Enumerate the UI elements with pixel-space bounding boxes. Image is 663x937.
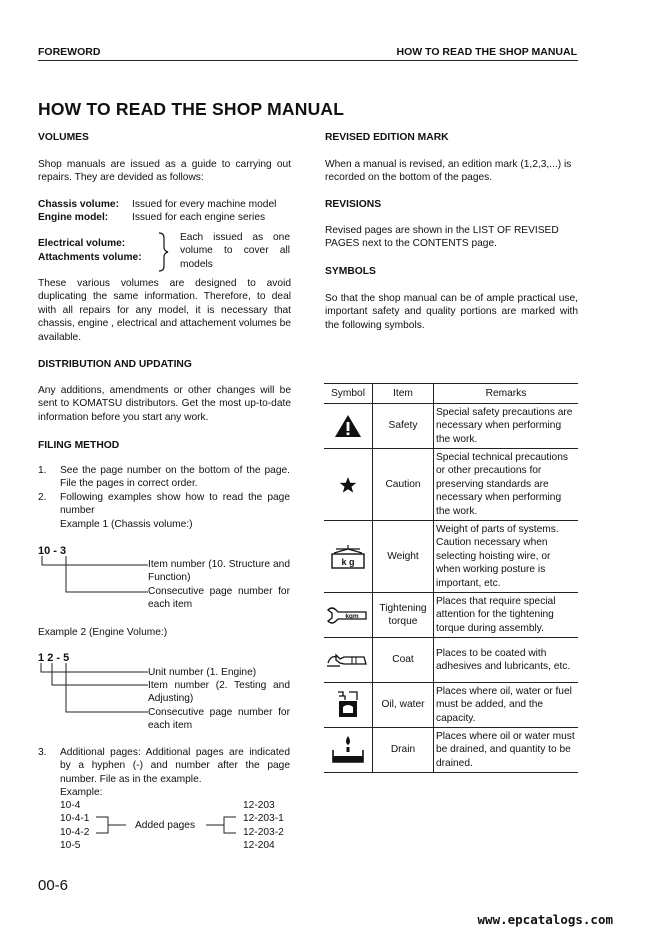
warning-triangle-icon xyxy=(334,414,362,438)
table-row xyxy=(324,638,578,683)
table-row xyxy=(324,404,578,449)
symbol-cell xyxy=(324,728,373,773)
revised-text: When a manual is revised, an edition mark (1,2,3,...) is recorded on the bottom of the pages. xyxy=(325,159,572,184)
engine-text: Issued for each engine series xyxy=(132,212,266,223)
item-cell: Drain xyxy=(373,728,434,773)
symbols-text: So that the shop manual can be of ample practical use, important safety and quality portions are marked with the following symbols. xyxy=(325,293,578,331)
filing-heading: FILING METHOD xyxy=(38,440,120,451)
item-cell: Safety xyxy=(373,404,434,449)
item-cell: Oil, water xyxy=(373,683,434,728)
item1-text: See the page number on the bottom of the page. File the pages in correct order. xyxy=(60,465,290,490)
star-icon xyxy=(339,476,357,494)
ex2-code-b: 2 xyxy=(47,652,54,664)
ex1-code-b: 3 xyxy=(60,545,67,557)
volumes-intro: Shop manuals are issued as a guide to carrying out repairs. They are devided as follows: xyxy=(38,159,291,184)
drain-drop-icon xyxy=(330,735,366,765)
item-cell: Weight xyxy=(373,521,434,593)
page-left-0: 10-4 xyxy=(60,800,81,811)
ex1-leader-lines xyxy=(38,556,150,600)
coat-tube-icon xyxy=(326,649,370,671)
pages-left-list xyxy=(60,799,89,853)
volumes-heading: VOLUMES xyxy=(38,132,89,143)
page-number: 00-6 xyxy=(38,877,69,894)
item1-number: 1. xyxy=(38,465,47,476)
revised-heading: REVISED EDITION MARK xyxy=(325,132,449,143)
table-header-row xyxy=(324,384,578,404)
example2-label: Example 2 (Engine Volume:) xyxy=(38,627,168,638)
item3-number: 3. xyxy=(38,747,47,758)
ex1-code-a: 10 xyxy=(38,545,51,557)
ex1-label-item: Item number (10. Structure and Function) xyxy=(148,559,290,584)
header-right: HOW TO READ THE SHOP MANUAL xyxy=(396,46,577,58)
page-right-3: 12-204 xyxy=(243,840,275,852)
table-row xyxy=(324,683,578,728)
symbol-cell xyxy=(324,521,373,593)
ex2-label-unit: Unit number (1. Engine) xyxy=(148,667,257,678)
table-row xyxy=(324,521,578,593)
symbols-heading: SYMBOLS xyxy=(325,266,376,277)
page-right-1: 12-203-1 xyxy=(243,813,284,825)
symbol-cell xyxy=(324,593,373,638)
page-left-1: 10-4-1 xyxy=(60,813,90,825)
torque-icon-text: kgm xyxy=(345,613,359,620)
ex2-code-c: 5 xyxy=(63,652,70,664)
item2-text: Following examples show how to read the page number xyxy=(60,492,290,517)
item-cell: Caution xyxy=(373,449,434,521)
item2-number: 2. xyxy=(38,492,47,503)
electrical-label: Electrical volume: xyxy=(38,238,126,249)
table-row xyxy=(324,449,578,521)
symbol-cell xyxy=(324,404,373,449)
ex2-dash: - xyxy=(53,652,64,664)
ex1-dash: - xyxy=(50,545,61,557)
wrench-kgm-icon xyxy=(326,604,370,626)
ex2-label-item: Item number (2. Testing and Adjusting) xyxy=(148,680,290,705)
volumes-reason: These various volumes are designed to avoid duplicating the same information. Therefore, to deal with all repairs for any model, it is necessary that chassis, engine , electrical and attachement volumes be available. xyxy=(38,278,291,343)
table-row xyxy=(324,728,578,773)
header-rule xyxy=(38,60,578,61)
table-row xyxy=(324,593,578,638)
right-brace-icon xyxy=(156,232,172,272)
page-left-2: 10-4-2 xyxy=(60,826,90,838)
item3-text: Additional pages: Additional pages are indicated by a hyphen (-) and number after the page number. File as in the example. xyxy=(60,747,290,785)
remarks-cell: Special technical precautions or other precautions for preserving standards are necessary when performing the work. xyxy=(434,449,579,521)
remarks-cell: Places that require special attention for the tightening torque during assembly. xyxy=(434,593,579,638)
added-pages-label: Added pages xyxy=(135,820,196,831)
page-title: HOW TO READ THE SHOP MANUAL xyxy=(38,99,345,119)
distribution-text: Any additions, amendments or other changes will be sent to KOMATSU distributors. Get the most up-to-date information before you start any work. xyxy=(38,385,291,423)
item-cell: Coat xyxy=(373,638,434,683)
symbols-table xyxy=(324,383,578,773)
symbol-cell xyxy=(324,683,373,728)
ex2-code-a: 1 xyxy=(38,652,45,664)
remarks-cell: Places where oil, water or fuel must be added, and the capacity. xyxy=(434,683,579,728)
distribution-heading: DISTRIBUTION AND UPDATING xyxy=(38,359,192,370)
col-symbol: Symbol xyxy=(324,384,373,404)
item-cell: Tightening torque xyxy=(373,593,434,638)
header-left: FOREWORD xyxy=(38,46,101,58)
ex1-label-consecutive: Consecutive page number for each item xyxy=(148,586,290,611)
example1-label: Example 1 (Chassis volume:) xyxy=(60,519,193,530)
remarks-cell: Places to be coated with adhesives and lubricants, etc. xyxy=(434,638,579,683)
remarks-cell: Weight of parts of systems. Caution necessary when selecting hoisting wire, or when working posture is important, etc. xyxy=(434,521,579,593)
col-item: Item xyxy=(373,384,434,404)
watermark: www.epcatalogs.com xyxy=(477,912,613,927)
revisions-heading: REVISIONS xyxy=(325,199,382,210)
page-left-3: 10-5 xyxy=(60,840,81,852)
remarks-cell: Places where oil or water must be drained, and quantity to be drained. xyxy=(434,728,579,773)
oil-can-icon xyxy=(335,690,361,720)
remarks-cell: Special safety precautions are necessary when performing the work. xyxy=(434,404,579,449)
revisions-text: Revised pages are shown in the LIST OF REVISED PAGES next to the CONTENTS page. xyxy=(325,225,559,250)
col-remarks: Remarks xyxy=(434,384,579,404)
brace-text: Each issued as one volume to cover all models xyxy=(180,232,290,270)
example-label: Example: xyxy=(60,787,103,798)
weight-icon-text: k g xyxy=(341,556,355,567)
chassis-label: Chassis volume: xyxy=(38,199,119,210)
ex2-leader-lines xyxy=(38,663,150,715)
chassis-text: Issued for every machine model xyxy=(132,199,277,210)
page-right-0: 12-203 xyxy=(243,800,275,811)
page-right-2: 12-203-2 xyxy=(243,826,284,838)
symbol-cell xyxy=(324,449,373,521)
pages-right-list xyxy=(243,799,284,853)
symbol-cell xyxy=(324,638,373,683)
ex2-label-consecutive: Consecutive page number for each item xyxy=(148,707,290,732)
attachments-label: Attachments volume: xyxy=(38,252,142,263)
engine-label: Engine model: xyxy=(38,212,109,223)
weight-kg-icon xyxy=(326,544,370,570)
